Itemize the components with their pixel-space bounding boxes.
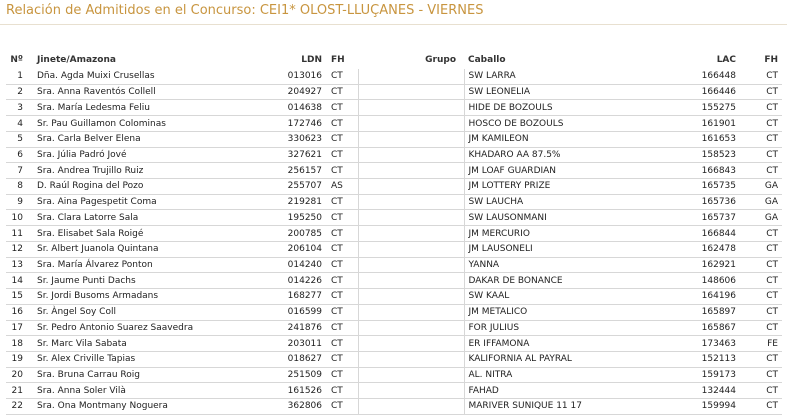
cell-fh-horse: GA xyxy=(742,194,782,210)
cell-rider: Sr. Jaume Punti Dachs xyxy=(29,273,269,289)
cell-no: 13 xyxy=(6,257,29,273)
cell-lac: 152113 xyxy=(650,351,742,367)
cell-fh-horse: CT xyxy=(742,351,782,367)
cell-horse: YANNA xyxy=(464,257,650,273)
cell-fh-horse: CT xyxy=(742,163,782,179)
cell-ldn: 241876 xyxy=(269,320,328,336)
cell-horse: JM LOTTERY PRIZE xyxy=(464,179,650,195)
cell-lac: 159994 xyxy=(650,399,742,415)
cell-ldn: 256157 xyxy=(269,163,328,179)
cell-fh: CT xyxy=(328,69,358,84)
cell-lac: 165897 xyxy=(650,304,742,320)
cell-horse: SW KAAL xyxy=(464,289,650,305)
cell-group xyxy=(358,210,464,226)
cell-fh-horse: CT xyxy=(742,304,782,320)
cell-lac: 166446 xyxy=(650,84,742,100)
table-row xyxy=(6,147,782,163)
cell-rider: Sra. Elisabet Sala Roigé xyxy=(29,226,269,242)
cell-no: 21 xyxy=(6,383,29,399)
cell-group xyxy=(358,320,464,336)
table-row xyxy=(6,351,782,367)
cell-group xyxy=(358,147,464,163)
cell-ldn: 014226 xyxy=(269,273,328,289)
cell-rider: Sr. Albert Juanola Quintana xyxy=(29,241,269,257)
header-horse: Caballo xyxy=(468,55,506,65)
cell-fh: CT xyxy=(328,304,358,320)
cell-fh: CT xyxy=(328,320,358,336)
cell-fh: CT xyxy=(328,226,358,242)
cell-rider: Sr. Alex Criville Tapias xyxy=(29,351,269,367)
table-row xyxy=(6,336,782,352)
cell-ldn: 195250 xyxy=(269,210,328,226)
cell-ldn: 206104 xyxy=(269,241,328,257)
cell-group xyxy=(358,131,464,147)
cell-group xyxy=(358,84,464,100)
cell-ldn: 327621 xyxy=(269,147,328,163)
cell-ldn: 255707 xyxy=(269,179,328,195)
cell-fh: CT xyxy=(328,241,358,257)
cell-group xyxy=(358,289,464,305)
cell-ldn: 016599 xyxy=(269,304,328,320)
header-no: Nº xyxy=(10,55,23,65)
cell-fh: CT xyxy=(328,84,358,100)
cell-rider: Sr. Jordi Busoms Armadans xyxy=(29,289,269,305)
cell-group xyxy=(358,179,464,195)
cell-lac: 162478 xyxy=(650,241,742,257)
table-row xyxy=(6,179,782,195)
cell-rider: Dña. Agda Muixi Crusellas xyxy=(29,69,269,84)
admitted-table xyxy=(6,51,782,415)
cell-horse: SW LEONELIA xyxy=(464,84,650,100)
title-divider xyxy=(0,24,787,25)
cell-fh-horse: CT xyxy=(742,100,782,116)
table-row xyxy=(6,100,782,116)
cell-no: 12 xyxy=(6,241,29,257)
table-row xyxy=(6,289,782,305)
table-row xyxy=(6,210,782,226)
cell-fh-horse: CT xyxy=(742,367,782,383)
cell-ldn: 014638 xyxy=(269,100,328,116)
cell-horse: HOSCO DE BOZOULS xyxy=(464,116,650,132)
cell-rider: Sr. Pedro Antonio Suarez Saavedra xyxy=(29,320,269,336)
cell-fh-horse: CT xyxy=(742,320,782,336)
table-row xyxy=(6,304,782,320)
cell-horse: JM LOAF GUARDIAN xyxy=(464,163,650,179)
cell-horse: KHADARO AA 87.5% xyxy=(464,147,650,163)
cell-rider: Sra. María Ledesma Feliu xyxy=(29,100,269,116)
cell-ldn: 018627 xyxy=(269,351,328,367)
cell-fh: AS xyxy=(328,179,358,195)
cell-fh-horse: GA xyxy=(742,210,782,226)
header-fh: FH xyxy=(331,55,345,65)
cell-fh: CT xyxy=(328,273,358,289)
cell-horse: JM KAMILEON xyxy=(464,131,650,147)
cell-no: 18 xyxy=(6,336,29,352)
header-fh-horse: FH xyxy=(764,55,778,65)
cell-horse: FOR JULIUS xyxy=(464,320,650,336)
cell-rider: Sra. Aina Pagespetit Coma xyxy=(29,194,269,210)
cell-rider: Sra. Ona Montmany Noguera xyxy=(29,399,269,415)
cell-group xyxy=(358,241,464,257)
cell-rider: Sra. Andrea Trujillo Ruiz xyxy=(29,163,269,179)
cell-no: 5 xyxy=(6,131,29,147)
cell-rider: Sra. Carla Belver Elena xyxy=(29,131,269,147)
cell-horse: SW LARRA xyxy=(464,69,650,84)
cell-ldn: 168277 xyxy=(269,289,328,305)
cell-rider: Sra. María Álvarez Ponton xyxy=(29,257,269,273)
cell-lac: 166843 xyxy=(650,163,742,179)
cell-group xyxy=(358,336,464,352)
header-lac: LAC xyxy=(716,55,736,65)
cell-ldn: 200785 xyxy=(269,226,328,242)
cell-rider: Sr. Àngel Soy Coll xyxy=(29,304,269,320)
cell-fh: CT xyxy=(328,383,358,399)
cell-group xyxy=(358,273,464,289)
cell-ldn: 204927 xyxy=(269,84,328,100)
cell-horse: AL. NITRA xyxy=(464,367,650,383)
cell-lac: 165737 xyxy=(650,210,742,226)
cell-horse: MARIVER SUNIQUE 11 17 xyxy=(464,399,650,415)
table-row xyxy=(6,131,782,147)
cell-rider: Sra. Bruna Carrau Roig xyxy=(29,367,269,383)
cell-ldn: 161526 xyxy=(269,383,328,399)
cell-fh-horse: CT xyxy=(742,226,782,242)
cell-no: 14 xyxy=(6,273,29,289)
cell-fh: CT xyxy=(328,289,358,305)
cell-group xyxy=(358,100,464,116)
cell-fh-horse: CT xyxy=(742,289,782,305)
cell-no: 20 xyxy=(6,367,29,383)
cell-fh-horse: CT xyxy=(742,131,782,147)
cell-no: 4 xyxy=(6,116,29,132)
cell-group xyxy=(358,257,464,273)
table-row xyxy=(6,257,782,273)
cell-fh: CT xyxy=(328,194,358,210)
cell-group xyxy=(358,116,464,132)
table-row xyxy=(6,226,782,242)
cell-lac: 155275 xyxy=(650,100,742,116)
cell-fh: CT xyxy=(328,399,358,415)
cell-fh: CT xyxy=(328,131,358,147)
cell-no: 8 xyxy=(6,179,29,195)
cell-no: 10 xyxy=(6,210,29,226)
cell-fh-horse: CT xyxy=(742,241,782,257)
cell-lac: 132444 xyxy=(650,383,742,399)
cell-rider: Sr. Marc Vila Sabata xyxy=(29,336,269,352)
cell-fh-horse: CT xyxy=(742,116,782,132)
cell-group xyxy=(358,383,464,399)
cell-lac: 166844 xyxy=(650,226,742,242)
cell-fh-horse: CT xyxy=(742,84,782,100)
cell-lac: 165735 xyxy=(650,179,742,195)
cell-fh-horse: FE xyxy=(742,336,782,352)
cell-group xyxy=(358,399,464,415)
cell-fh: CT xyxy=(328,257,358,273)
cell-lac: 148606 xyxy=(650,273,742,289)
cell-lac: 166448 xyxy=(650,69,742,84)
cell-no: 1 xyxy=(6,69,29,84)
table-row xyxy=(6,241,782,257)
cell-group xyxy=(358,226,464,242)
cell-rider: Sra. Anna Soler Vilà xyxy=(29,383,269,399)
cell-no: 7 xyxy=(6,163,29,179)
cell-no: 22 xyxy=(6,399,29,415)
cell-rider: Sr. Pau Guillamon Colominas xyxy=(29,116,269,132)
header-ldn: LDN xyxy=(301,55,322,65)
header-rider: Jinete/Amazona xyxy=(37,55,116,65)
cell-fh: CT xyxy=(328,163,358,179)
cell-no: 19 xyxy=(6,351,29,367)
cell-lac: 164196 xyxy=(650,289,742,305)
cell-fh: CT xyxy=(328,351,358,367)
cell-fh-horse: CT xyxy=(742,147,782,163)
cell-fh: CT xyxy=(328,147,358,163)
table-row xyxy=(6,84,782,100)
cell-no: 15 xyxy=(6,289,29,305)
cell-ldn: 362806 xyxy=(269,399,328,415)
cell-rider: Sra. Clara Latorre Sala xyxy=(29,210,269,226)
cell-horse: JM METALICO xyxy=(464,304,650,320)
cell-rider: Sra. Anna Raventós Collell xyxy=(29,84,269,100)
page-title: Relación de Admitidos en el Concurso: CEI1* OLOST-LLUÇANES - VIERNES xyxy=(6,3,484,18)
cell-lac: 165736 xyxy=(650,194,742,210)
cell-ldn: 203011 xyxy=(269,336,328,352)
table-row xyxy=(6,367,782,383)
table-row xyxy=(6,69,782,84)
cell-lac: 165867 xyxy=(650,320,742,336)
cell-no: 17 xyxy=(6,320,29,336)
cell-fh-horse: GA xyxy=(742,179,782,195)
table-body xyxy=(6,69,782,414)
cell-lac: 158523 xyxy=(650,147,742,163)
table-row xyxy=(6,194,782,210)
header-group: Grupo xyxy=(425,55,456,65)
cell-no: 11 xyxy=(6,226,29,242)
cell-fh-horse: CT xyxy=(742,257,782,273)
cell-group xyxy=(358,367,464,383)
cell-horse: JM MERCURIO xyxy=(464,226,650,242)
cell-horse: JM LAUSONELI xyxy=(464,241,650,257)
cell-horse: HIDE DE BOZOULS xyxy=(464,100,650,116)
cell-no: 16 xyxy=(6,304,29,320)
cell-horse: ER IFFAMONA xyxy=(464,336,650,352)
cell-fh: CT xyxy=(328,336,358,352)
cell-no: 2 xyxy=(6,84,29,100)
cell-horse: FAHAD xyxy=(464,383,650,399)
cell-group xyxy=(358,163,464,179)
cell-ldn: 013016 xyxy=(269,69,328,84)
cell-fh-horse: CT xyxy=(742,383,782,399)
cell-lac: 161901 xyxy=(650,116,742,132)
cell-horse: SW LAUSONMANI xyxy=(464,210,650,226)
cell-lac: 161653 xyxy=(650,131,742,147)
cell-group xyxy=(358,351,464,367)
cell-horse: KALIFORNIA AL PAYRAL xyxy=(464,351,650,367)
cell-group xyxy=(358,304,464,320)
cell-rider: D. Raúl Rogina del Pozo xyxy=(29,179,269,195)
cell-fh-horse: CT xyxy=(742,273,782,289)
table-header-row xyxy=(6,51,782,69)
cell-lac: 159173 xyxy=(650,367,742,383)
cell-no: 6 xyxy=(6,147,29,163)
cell-ldn: 014240 xyxy=(269,257,328,273)
cell-rider: Sra. Júlia Padró Jové xyxy=(29,147,269,163)
table-row xyxy=(6,320,782,336)
cell-fh-horse: CT xyxy=(742,69,782,84)
cell-no: 9 xyxy=(6,194,29,210)
cell-ldn: 219281 xyxy=(269,194,328,210)
cell-no: 3 xyxy=(6,100,29,116)
cell-fh: CT xyxy=(328,116,358,132)
table-row xyxy=(6,399,782,415)
cell-fh: CT xyxy=(328,210,358,226)
cell-ldn: 330623 xyxy=(269,131,328,147)
table-row xyxy=(6,273,782,289)
cell-group xyxy=(358,194,464,210)
cell-fh: CT xyxy=(328,100,358,116)
cell-fh-horse: CT xyxy=(742,399,782,415)
table-row xyxy=(6,383,782,399)
cell-lac: 173463 xyxy=(650,336,742,352)
cell-lac: 162921 xyxy=(650,257,742,273)
cell-fh: CT xyxy=(328,367,358,383)
table-row xyxy=(6,116,782,132)
cell-ldn: 251509 xyxy=(269,367,328,383)
table-row xyxy=(6,163,782,179)
cell-horse: DAKAR DE BONANCE xyxy=(464,273,650,289)
cell-ldn: 172746 xyxy=(269,116,328,132)
cell-group xyxy=(358,69,464,84)
cell-horse: SW LAUCHA xyxy=(464,194,650,210)
